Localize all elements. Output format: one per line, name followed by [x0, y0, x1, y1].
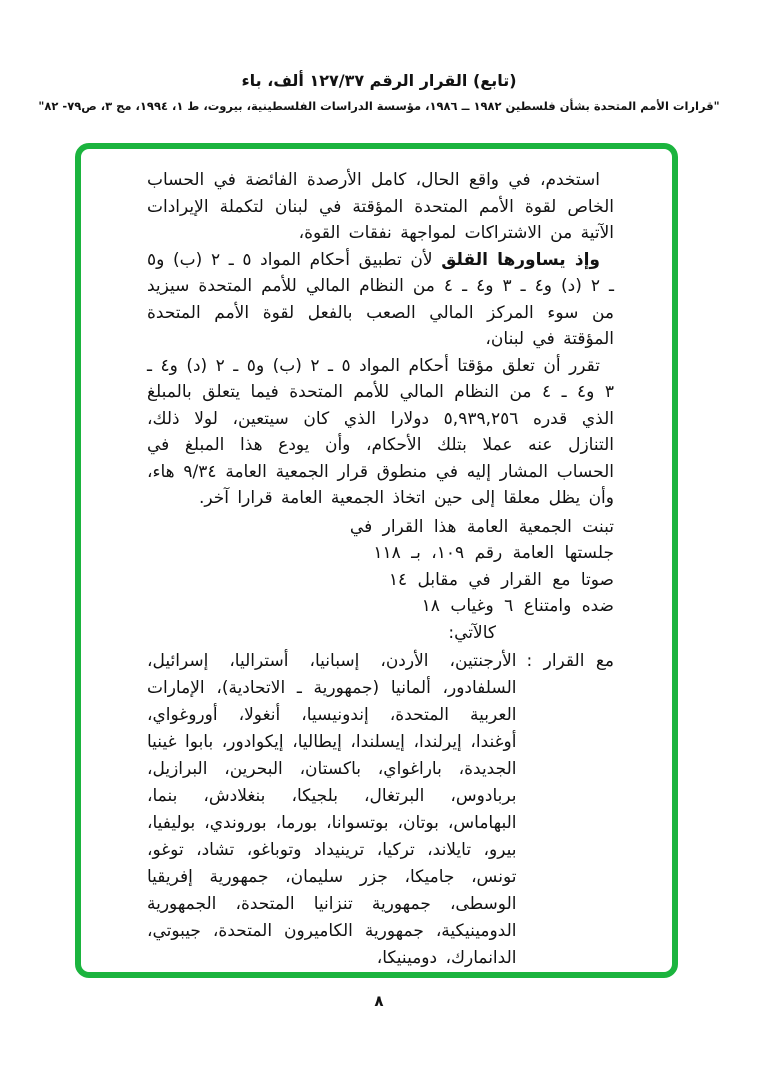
source-citation: "قرارات الأمم المتحدة بشأن فلسطين ١٩٨٢ ــ ١٩٨٦، مؤسسة الدراسات الفلسطينية، بيروت، ط ١، ١٩٩٤، مج ٣، ص٧٩- ٨٢"	[38, 99, 720, 113]
green-highlight-frame	[75, 143, 678, 978]
adoption-line-5: كالآتي:	[448, 622, 496, 643]
vote-for-countries: الأرجنتين، الأردن، إسبانيا، أستراليا، إسرائيل، السلفادور، ألمانيا (جمهورية ـ الاتحادية)، الإمارات العربية المتحدة، إندونيسيا، أنغولا، أوروغواي، أوغندا، إيرلندا، إيسلندا، إيطاليا، إيكوادور، بابوا غينيا الجديدة، باراغواي، باكستان، البحرين، البرازيل، بربادوس، البرتغال، بلجيكا، بنغلادش، بنما، البهاماس، بوتان، بوتسوانا، بورما، بوروندي، بوليفيا، بيرو، تايلاند، تركيا، ترينيداد وتوباغو، تشاد، توغو، تونس، جاميكا، جزر سليمان، جمهورية إفريقيا الوسطى، جمهورية تنزانيا المتحدة، الجمهورية الدومينيكية، جمهورية الكاميرون المتحدة، جيبوتي، الدانمارك، دومينيكا،	[147, 651, 517, 968]
paragraph-concern-rest: لأن تطبيق أحكام المواد ٥ ـ ٢ (ب) و٥ ـ ٢ (د) و٤ ـ ٣ و٤ ـ ٤ من النظام المالي للأمم المتحدة سيزيد من سوء المركز المالي الصعب بالفعل لقوة الأمم المتحدة المؤقتة في لبنان،	[147, 249, 615, 349]
adoption-line-1: تبنت الجمعية العامة هذا القرار في	[349, 516, 614, 537]
paragraph-concern-lead: وإذ يساورها القلق	[441, 249, 600, 270]
adoption-line-2: جلستها العامة رقم ١٠٩، بـ ١١٨	[373, 543, 614, 563]
resolution-title: (تابع) القرار الرقم ١٢٧/٣٧ ألف، باء	[241, 71, 517, 90]
adoption-note	[147, 514, 614, 647]
page-header	[0, 70, 758, 113]
adoption-line-3: صوتا مع القرار في مقابل ١٤	[388, 569, 614, 590]
vote-for-paragraph	[147, 648, 614, 972]
paragraph-surplus-balances: استخدم، في واقع الحال، كامل الأرصدة الفائضة في الحساب الخاص لقوة الأمم المتحدة المؤقتة في لبنان لتكملة الإيرادات الآتية من الاشتراكات لمواجهة نفقات القوة،	[147, 170, 614, 243]
resolution-body	[81, 149, 672, 972]
paragraph-decides: تقرر أن تعلق مؤقتا أحكام المواد ٥ ـ ٢ (ب) و٥ ـ ٢ (د) و٤ ـ ٣ و٤ ـ ٤ من النظام المالي للأمم المتحدة فيما يتعلق بالمبلغ الذي قدره ٥,٩٣٩,٢٥٦ دولارا الذي كان سيتعين، لولا ذلك، التنازل عنه عملا بتلك الأحكام، وأن يودع هذا المبلغ في الحساب المشار إليه في منطوق قرار الجمعية العامة ٩/٣٤ هاء، وأن يظل معلقا إلى حين اتخاذ الجمعية العامة قرارا آخر.	[147, 355, 615, 508]
vote-for-label: مع القرار :	[526, 651, 614, 671]
paragraph-concern	[147, 247, 614, 353]
page-number: ٨	[374, 992, 384, 1010]
adoption-line-4: ضده وامتناع ٦ وغياب ١٨	[421, 596, 614, 616]
